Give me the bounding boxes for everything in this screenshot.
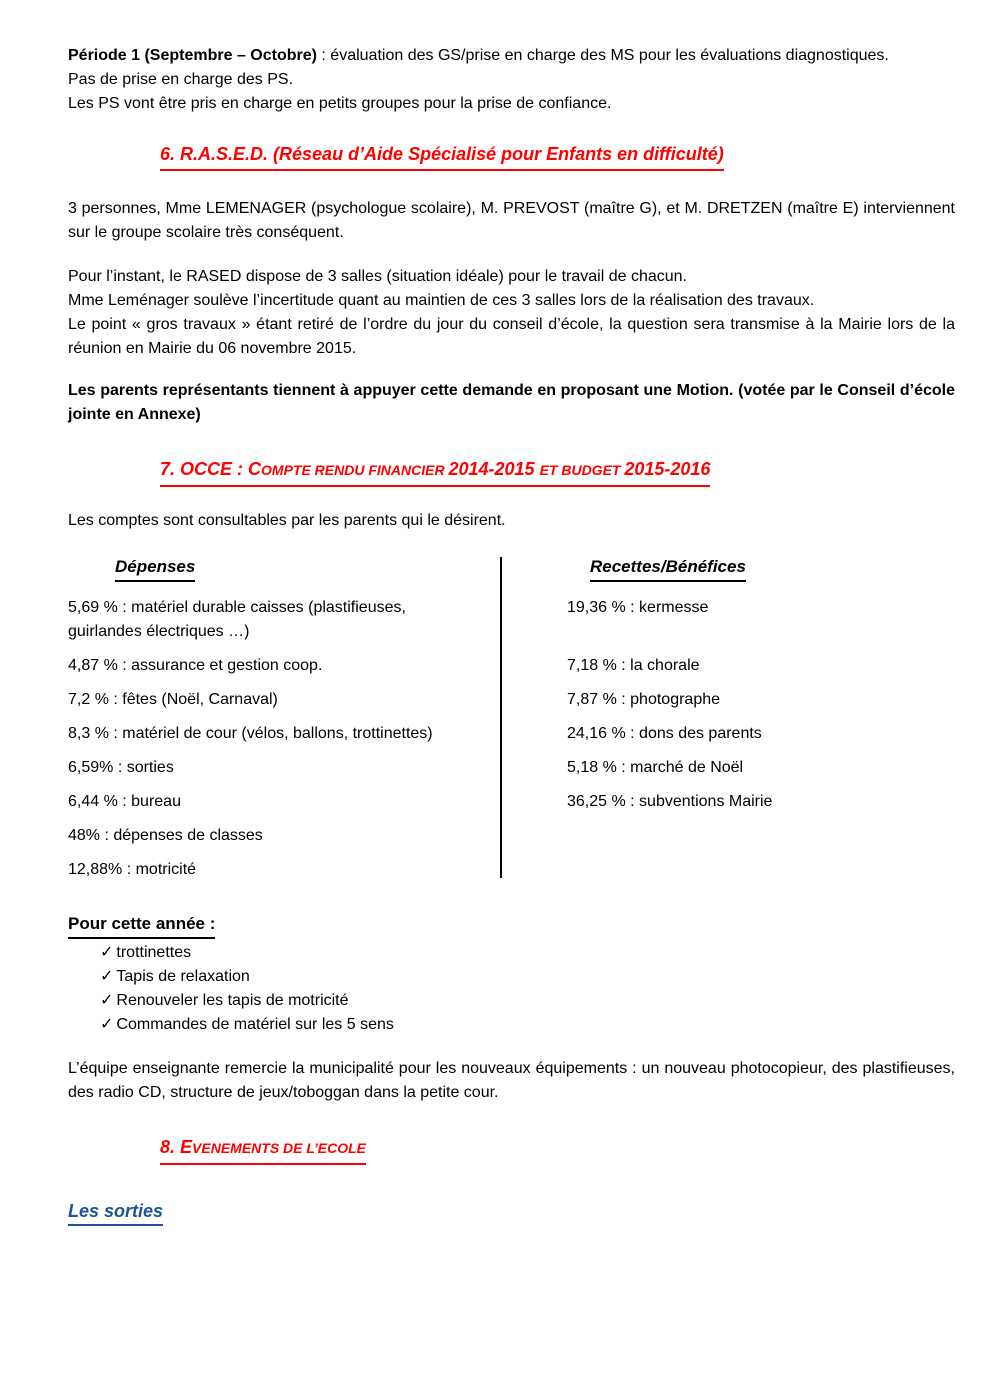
section6-rooms-line-3: Le point « gros travaux » étant retiré de l’ordre du jour du conseil d’école, la question sera transmise à la Mairie lors de la réunion en Mairie du 06 novembre 2015. <box>68 316 955 357</box>
checklist-item <box>100 1013 955 1037</box>
checklist-item <box>100 965 955 989</box>
section8-heading-large: 8. E <box>160 1137 193 1157</box>
thanks-paragraph: L’équipe enseignante remercie la municipalité pour les nouveaux équipements : un nouveau photocopieur, des plastifieuses, des radio CD, structure de jeux/toboggan dans la petite cour. <box>68 1060 955 1101</box>
finance-table-header-row <box>68 555 955 582</box>
this-year-checklist <box>100 941 955 1037</box>
income-header: Recettes/Bénéfices <box>590 555 746 582</box>
section7-intro-paragraph: Les comptes sont consultables par les parents qui le désirent. <box>68 512 506 529</box>
check-icon: ✓ <box>100 944 114 961</box>
checklist-item-label: trottinettes <box>116 944 192 961</box>
section7-heading-large-1: 7. OCCE : C <box>160 459 262 479</box>
sorties-subheading <box>68 1199 955 1226</box>
expense-cell: 5,69 % : matériel durable caisses (plastifieuses, guirlandes électriques …) <box>68 599 406 640</box>
section7-heading-large-3: 2015-2016 <box>624 459 711 479</box>
section6-people-paragraph: 3 personnes, Mme LEMENAGER (psychologue scolaire), M. PREVOST (maître G), et M. DRETZEN (maître E) interviennent sur le groupe scolaire très conséquent. <box>68 200 955 241</box>
expense-cell: 6,59% : sorties <box>68 759 174 776</box>
section6-motion-paragraph: Les parents représentants tiennent à appuyer cette demande en proposant une Motion. (votée par le Conseil d’école jointe en Annexe) <box>68 382 955 423</box>
finance-table <box>68 555 955 882</box>
income-cell: 5,18 % : marché de Noël <box>567 759 744 776</box>
intro-paragraph <box>68 44 955 68</box>
checklist-item <box>100 989 955 1013</box>
section7-heading-small-1: OMPTE RENDU FINANCIER <box>261 462 449 478</box>
table-row <box>68 688 955 712</box>
section6-rooms-line-1: Pour l’instant, le RASED dispose de 3 salles (situation idéale) pour le travail de chacun. <box>68 268 687 285</box>
table-row <box>68 596 955 644</box>
expense-cell: 12,88% : motricité <box>68 861 197 878</box>
expense-cell: 7,2 % : fêtes (Noël, Carnaval) <box>68 691 278 708</box>
intro-line-3: Les PS vont être pris en charge en petits groupes pour la prise de confiance. <box>68 95 612 112</box>
section7-heading-small-2: ET BUDGET <box>539 462 625 478</box>
check-icon: ✓ <box>100 1016 114 1033</box>
section6-heading-text: 6. R.A.S.E.D. (Réseau d’Aide Spécialisé pour Enfants en difficulté) <box>160 140 724 171</box>
section6-rooms-line-2: Mme Leménager soulève l’incertitude quant au maintien de ces 3 salles lors de la réalisation des travaux. <box>68 292 815 309</box>
expenses-header-cell <box>68 555 500 582</box>
section6-rooms-paragraph <box>68 265 955 361</box>
column-divider <box>500 557 502 878</box>
checklist-item <box>100 941 955 965</box>
expenses-header: Dépenses <box>115 555 195 582</box>
table-row <box>68 756 955 780</box>
table-row <box>68 722 955 746</box>
section7-heading-large-2: 2014-2015 <box>448 459 540 479</box>
checklist-item-label: Tapis de relaxation <box>116 968 250 985</box>
expense-cell: 48% : dépenses de classes <box>68 827 263 844</box>
income-cell: 19,36 % : kermesse <box>567 599 709 616</box>
this-year-heading <box>68 912 955 939</box>
intro-lead-bold: Période 1 (Septembre – Octobre) <box>68 47 317 64</box>
this-year-heading-text: Pour cette année : <box>68 912 215 939</box>
table-row <box>68 790 955 814</box>
section8-heading <box>160 1133 955 1165</box>
section7-heading-text <box>160 455 710 487</box>
income-header-cell <box>500 555 746 582</box>
table-row <box>68 654 955 678</box>
section8-heading-small: VENEMENTS DE L’ECOLE <box>192 1140 367 1156</box>
section8-heading-text <box>160 1133 366 1165</box>
expense-cell: 8,3 % : matériel de cour (vélos, ballons, trottinettes) <box>68 725 433 742</box>
income-cell: 36,25 % : subventions Mairie <box>567 793 773 810</box>
section6-heading <box>160 140 955 171</box>
expense-cell: 4,87 % : assurance et gestion coop. <box>68 657 323 674</box>
sorties-subheading-text: Les sorties <box>68 1199 163 1226</box>
checklist-item-label: Renouveler les tapis de motricité <box>116 992 349 1009</box>
income-cell: 24,16 % : dons des parents <box>567 725 762 742</box>
intro-line-2: Pas de prise en charge des PS. <box>68 71 294 88</box>
section7-heading <box>160 455 955 487</box>
table-row <box>68 824 955 848</box>
checklist-item-label: Commandes de matériel sur les 5 sens <box>116 1016 394 1033</box>
intro-lead-rest: : évaluation des GS/prise en charge des MS pour les évaluations diagnostiques. <box>316 47 889 64</box>
income-cell: 7,18 % : la chorale <box>567 657 700 674</box>
check-icon: ✓ <box>100 968 114 985</box>
expense-cell: 6,44 % : bureau <box>68 793 181 810</box>
table-row <box>68 858 955 882</box>
check-icon: ✓ <box>100 992 114 1009</box>
income-cell: 7,87 % : photographe <box>567 691 721 708</box>
